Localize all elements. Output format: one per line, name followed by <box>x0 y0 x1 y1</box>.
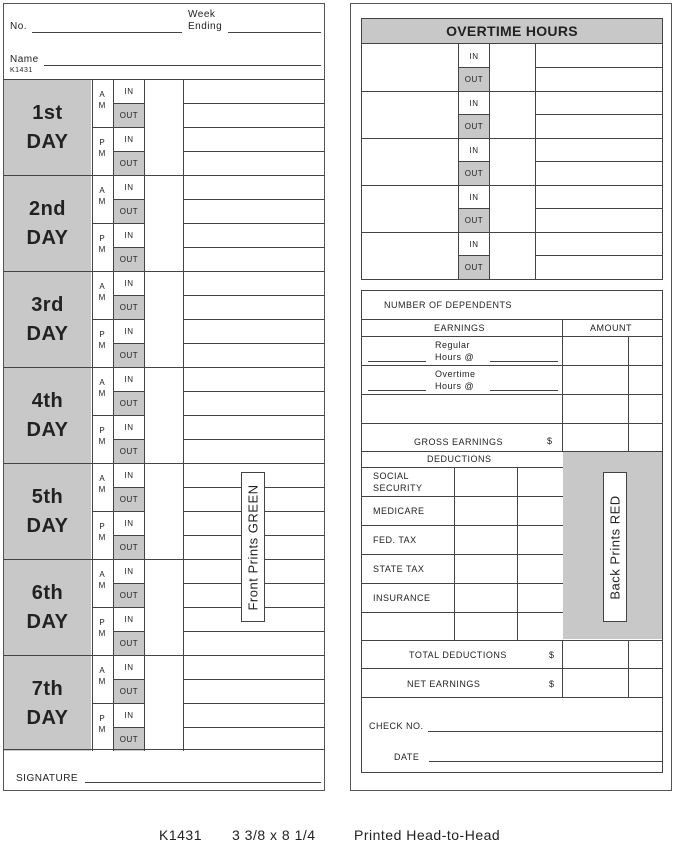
day-label-box <box>4 272 91 367</box>
name-field[interactable] <box>44 65 321 66</box>
am-label: A M <box>98 90 106 110</box>
ot-out-cell: OUT <box>459 115 489 138</box>
time-row-line <box>183 415 325 416</box>
line-total-top <box>361 640 663 641</box>
name-label: Name <box>10 54 39 65</box>
ot-out-cell: OUT <box>459 256 489 279</box>
overtime-title: OVERTIME HOURS <box>446 23 578 39</box>
ded-row-line <box>361 496 563 497</box>
out-cell: OUT <box>114 152 144 175</box>
day-label-box <box>4 560 91 655</box>
day-number: 7th <box>31 677 64 700</box>
am-label: A M <box>98 570 106 590</box>
time-row-line <box>183 319 325 320</box>
week-ending-field[interactable] <box>228 32 321 33</box>
pm-label: P M <box>98 234 106 254</box>
time-row-line <box>183 79 325 80</box>
cents-divider-1 <box>628 336 629 451</box>
in-cell: IN <box>124 87 134 96</box>
am-pm-divider <box>92 319 114 320</box>
day-word: DAY <box>26 706 69 729</box>
day-label-box <box>4 176 91 271</box>
am-label: A M <box>98 186 106 206</box>
check-label: CHECK NO. <box>369 721 424 731</box>
am-pm-divider <box>92 415 114 416</box>
ded-col <box>454 467 455 640</box>
ot-in-cell: IN <box>469 99 479 108</box>
out-cell: OUT <box>114 536 144 559</box>
time-row-line <box>183 223 325 224</box>
time-row-line <box>183 655 325 656</box>
no-label: No. <box>10 21 28 32</box>
ot-in-cell: IN <box>469 146 479 155</box>
pm-label: P M <box>98 618 106 638</box>
date-field[interactable] <box>429 761 662 762</box>
day-number: 1st <box>32 101 63 124</box>
day-number: 4th <box>31 389 64 412</box>
deduction-label: FED. TAX <box>373 535 417 545</box>
regular-hours-field[interactable] <box>368 361 426 362</box>
ot-in-cell: IN <box>469 52 479 61</box>
day-word: DAY <box>26 514 69 537</box>
in-cell: IN <box>124 183 134 192</box>
week-label: Week <box>188 9 216 20</box>
time-row-line <box>183 679 325 680</box>
overtime-label-1: Overtime <box>435 369 476 379</box>
deduction-label: MEDICARE <box>373 506 425 516</box>
ot-mid <box>535 255 663 256</box>
line-earnings-header <box>361 336 663 337</box>
overtime-rate-field[interactable] <box>490 390 558 391</box>
day-word: DAY <box>26 610 69 633</box>
in-cell: IN <box>124 327 134 336</box>
line-deductions-header <box>361 467 563 468</box>
date-label: DATE <box>394 752 420 762</box>
day-label-box <box>4 368 91 463</box>
time-row-line <box>183 151 325 152</box>
out-cell: OUT <box>114 104 144 127</box>
in-cell: IN <box>124 471 134 480</box>
day-word: DAY <box>26 130 69 153</box>
ot-in-cell: IN <box>469 240 479 249</box>
am-pm-divider <box>92 607 114 608</box>
bottom-divider <box>3 749 325 750</box>
am-pm-divider <box>92 703 114 704</box>
day-number: 2nd <box>28 197 67 220</box>
ot-mid <box>535 67 663 68</box>
out-cell: OUT <box>114 248 144 271</box>
earnings-label: EARNINGS <box>434 323 486 333</box>
out-cell: OUT <box>114 296 144 319</box>
footer-code: K1431 <box>159 827 202 843</box>
ded-row-line <box>361 583 563 584</box>
deduction-label: SOCIAL <box>373 471 410 481</box>
out-cell: OUT <box>114 488 144 511</box>
ot-out-cell: OUT <box>459 209 489 232</box>
amount-divider-1 <box>562 319 563 451</box>
time-row-line <box>183 727 325 728</box>
overtime-title-bar <box>362 19 662 44</box>
out-cell: OUT <box>114 728 144 751</box>
signature-label: SIGNATURE <box>16 773 79 784</box>
time-row-line <box>183 343 325 344</box>
ot-divider <box>361 91 663 92</box>
ded-row-line <box>361 525 563 526</box>
time-row-line <box>183 103 325 104</box>
time-row-line <box>183 367 325 368</box>
time-row-line <box>183 247 325 248</box>
deduction-label: SECURITY <box>373 483 423 493</box>
in-cell: IN <box>124 567 134 576</box>
in-cell: IN <box>124 231 134 240</box>
line-regular <box>361 365 663 366</box>
deductions-label: DEDUCTIONS <box>427 454 492 464</box>
cents-divider-2 <box>628 640 629 697</box>
overtime-label-2: Hours @ <box>435 381 475 391</box>
regular-label-2: Hours @ <box>435 352 475 362</box>
pm-label: P M <box>98 522 106 542</box>
in-cell: IN <box>124 519 134 528</box>
time-row-line <box>183 703 325 704</box>
out-cell: OUT <box>114 440 144 463</box>
back-print-note: Back Prints RED <box>603 472 627 622</box>
am-pm-divider <box>92 511 114 512</box>
pm-label: P M <box>98 426 106 446</box>
regular-label-1: Regular <box>435 340 471 350</box>
ot-mid <box>535 114 663 115</box>
signature-field[interactable] <box>85 782 321 783</box>
in-cell: IN <box>124 663 134 672</box>
out-cell: OUT <box>114 392 144 415</box>
day-word: DAY <box>26 418 69 441</box>
out-cell: OUT <box>114 200 144 223</box>
net-earnings-label: NET EARNINGS <box>407 679 481 689</box>
in-cell: IN <box>124 615 134 624</box>
dependents-label: NUMBER OF DEPENDENTS <box>384 300 513 310</box>
ot-in-cell: IN <box>469 193 479 202</box>
ded-row-line <box>361 554 563 555</box>
day-number: 5th <box>31 485 64 508</box>
ot-out-cell: OUT <box>459 68 489 91</box>
ending-label: Ending <box>188 21 223 32</box>
ot-divider <box>361 138 663 139</box>
amount-divider-2 <box>562 640 563 697</box>
time-row-line <box>183 175 325 176</box>
footer-size: 3 3/8 x 8 1/4 <box>232 827 316 843</box>
no-field[interactable] <box>32 32 182 33</box>
day-label-box <box>4 656 91 751</box>
in-cell: IN <box>124 423 134 432</box>
day-word: DAY <box>26 226 69 249</box>
time-row-line <box>183 295 325 296</box>
total-deductions-label: TOTAL DEDUCTIONS <box>409 650 507 660</box>
day-label-box <box>4 464 91 559</box>
ot-mid <box>535 161 663 162</box>
am-label: A M <box>98 474 106 494</box>
day-number: 3rd <box>31 293 64 316</box>
ot-divider <box>361 232 663 233</box>
day-number: 6th <box>31 581 64 604</box>
total-dollar: $ <box>549 650 555 660</box>
time-row-line <box>183 127 325 128</box>
time-row-line <box>183 439 325 440</box>
time-row-line <box>183 391 325 392</box>
out-cell: OUT <box>114 632 144 655</box>
ot-out-cell: OUT <box>459 162 489 185</box>
net-dollar: $ <box>549 679 555 689</box>
in-cell: IN <box>124 135 134 144</box>
am-label: A M <box>98 666 106 686</box>
in-cell: IN <box>124 375 134 384</box>
time-row-line <box>183 199 325 200</box>
overtime-hours-field[interactable] <box>368 390 426 391</box>
line-total <box>361 668 663 669</box>
ded-col <box>517 467 518 640</box>
pm-label: P M <box>98 714 106 734</box>
pm-label: P M <box>98 138 106 158</box>
ded-row-line <box>361 612 563 613</box>
out-cell: OUT <box>114 584 144 607</box>
am-pm-divider <box>92 127 114 128</box>
in-cell: IN <box>124 279 134 288</box>
check-field[interactable] <box>428 731 662 732</box>
line-dependents <box>361 319 663 320</box>
gross-label: GROSS EARNINGS <box>414 437 504 447</box>
deduction-label: INSURANCE <box>373 593 431 603</box>
overtime-box <box>361 18 663 280</box>
front-print-note: Front Prints GREEN <box>241 472 265 622</box>
in-cell: IN <box>124 711 134 720</box>
time-row-line <box>183 463 325 464</box>
out-cell: OUT <box>114 680 144 703</box>
line-overtime <box>361 394 663 395</box>
ot-mid <box>535 208 663 209</box>
footer-note: Printed Head-to-Head <box>354 827 501 843</box>
regular-rate-field[interactable] <box>490 361 558 362</box>
line-net <box>361 697 663 698</box>
ot-divider <box>361 185 663 186</box>
gross-dollar: $ <box>547 436 553 446</box>
time-row-line <box>183 631 325 632</box>
day-label-box <box>4 80 91 175</box>
pm-label: P M <box>98 330 106 350</box>
day-word: DAY <box>26 322 69 345</box>
out-cell: OUT <box>114 344 144 367</box>
am-label: A M <box>98 282 106 302</box>
form-code-label: K1431 <box>10 67 33 74</box>
am-pm-divider <box>92 223 114 224</box>
deduction-label: STATE TAX <box>373 564 425 574</box>
time-row-line <box>183 271 325 272</box>
am-label: A M <box>98 378 106 398</box>
amount-label: AMOUNT <box>590 323 632 333</box>
line-blank-earnings <box>361 423 663 424</box>
